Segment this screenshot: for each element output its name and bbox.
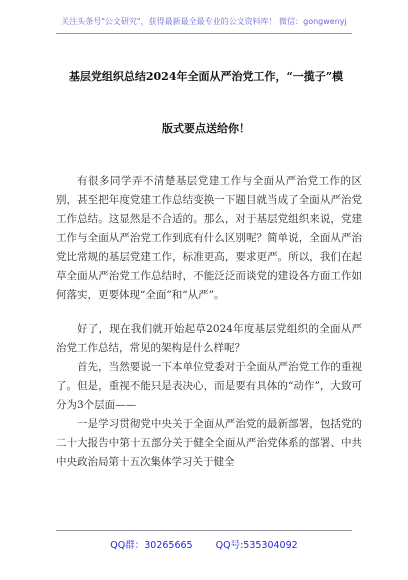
body-paragraph-2: 好了，现在我们就开始起草2024年度基层党组织的全面从严治党工作总结，常见的架构是什么样呢？ (56, 323, 362, 354)
document-title-line1: 基层党组织总结2024年全面从严治党工作，“一揽子”模 (68, 70, 344, 83)
body-paragraph-3: 首先，当然要说一下本单位党委对于全面从严治党工作的重视了。但是，重视不能只是表决心，而是要有具体的“动作”，大致可分为3个层面—— (56, 361, 362, 411)
header-divider (56, 33, 352, 34)
document-title-line2: 版式要点送给你！ (162, 122, 250, 135)
header-promo-text: 关注头条号"公文研究"，获得最新最全最专业的公文资料库！ 微信：gongwenyj (61, 17, 347, 26)
body-paragraph-4: 一是学习贯彻党中央关于全面从严治党的最新部署，包括党的二十大报告中第十五部分关于健全全面从严治党体系的部署、中共中央政治局第十五次集体学习关于健全 (56, 418, 362, 468)
footer-qq-group: QQ群：30265665 (110, 540, 193, 551)
page-footer (0, 537, 408, 551)
body-paragraph-1: 有很多同学弄不清楚基层党建工作与全面从严治党工作的区别，甚至把年度党建工作总结变换一下题目就当成了全面从严治党工作总结。这显然是不合适的。那么，对于基层党组织来说，党建工作与全面从严治党工作到底有什么区别呢？简单说，全面从严治党比常规的基层党建工作，标准更高，要求更严。所以，我们在起草全面从严治党工作总结时，不能泛泛而谈党的建设各方面工作如何落实，更要体现“全面”和“从严”。 (56, 175, 362, 301)
footer-divider (56, 530, 352, 531)
footer-qq-number: QQ号:535304092 (215, 540, 298, 551)
page-header (0, 0, 408, 44)
